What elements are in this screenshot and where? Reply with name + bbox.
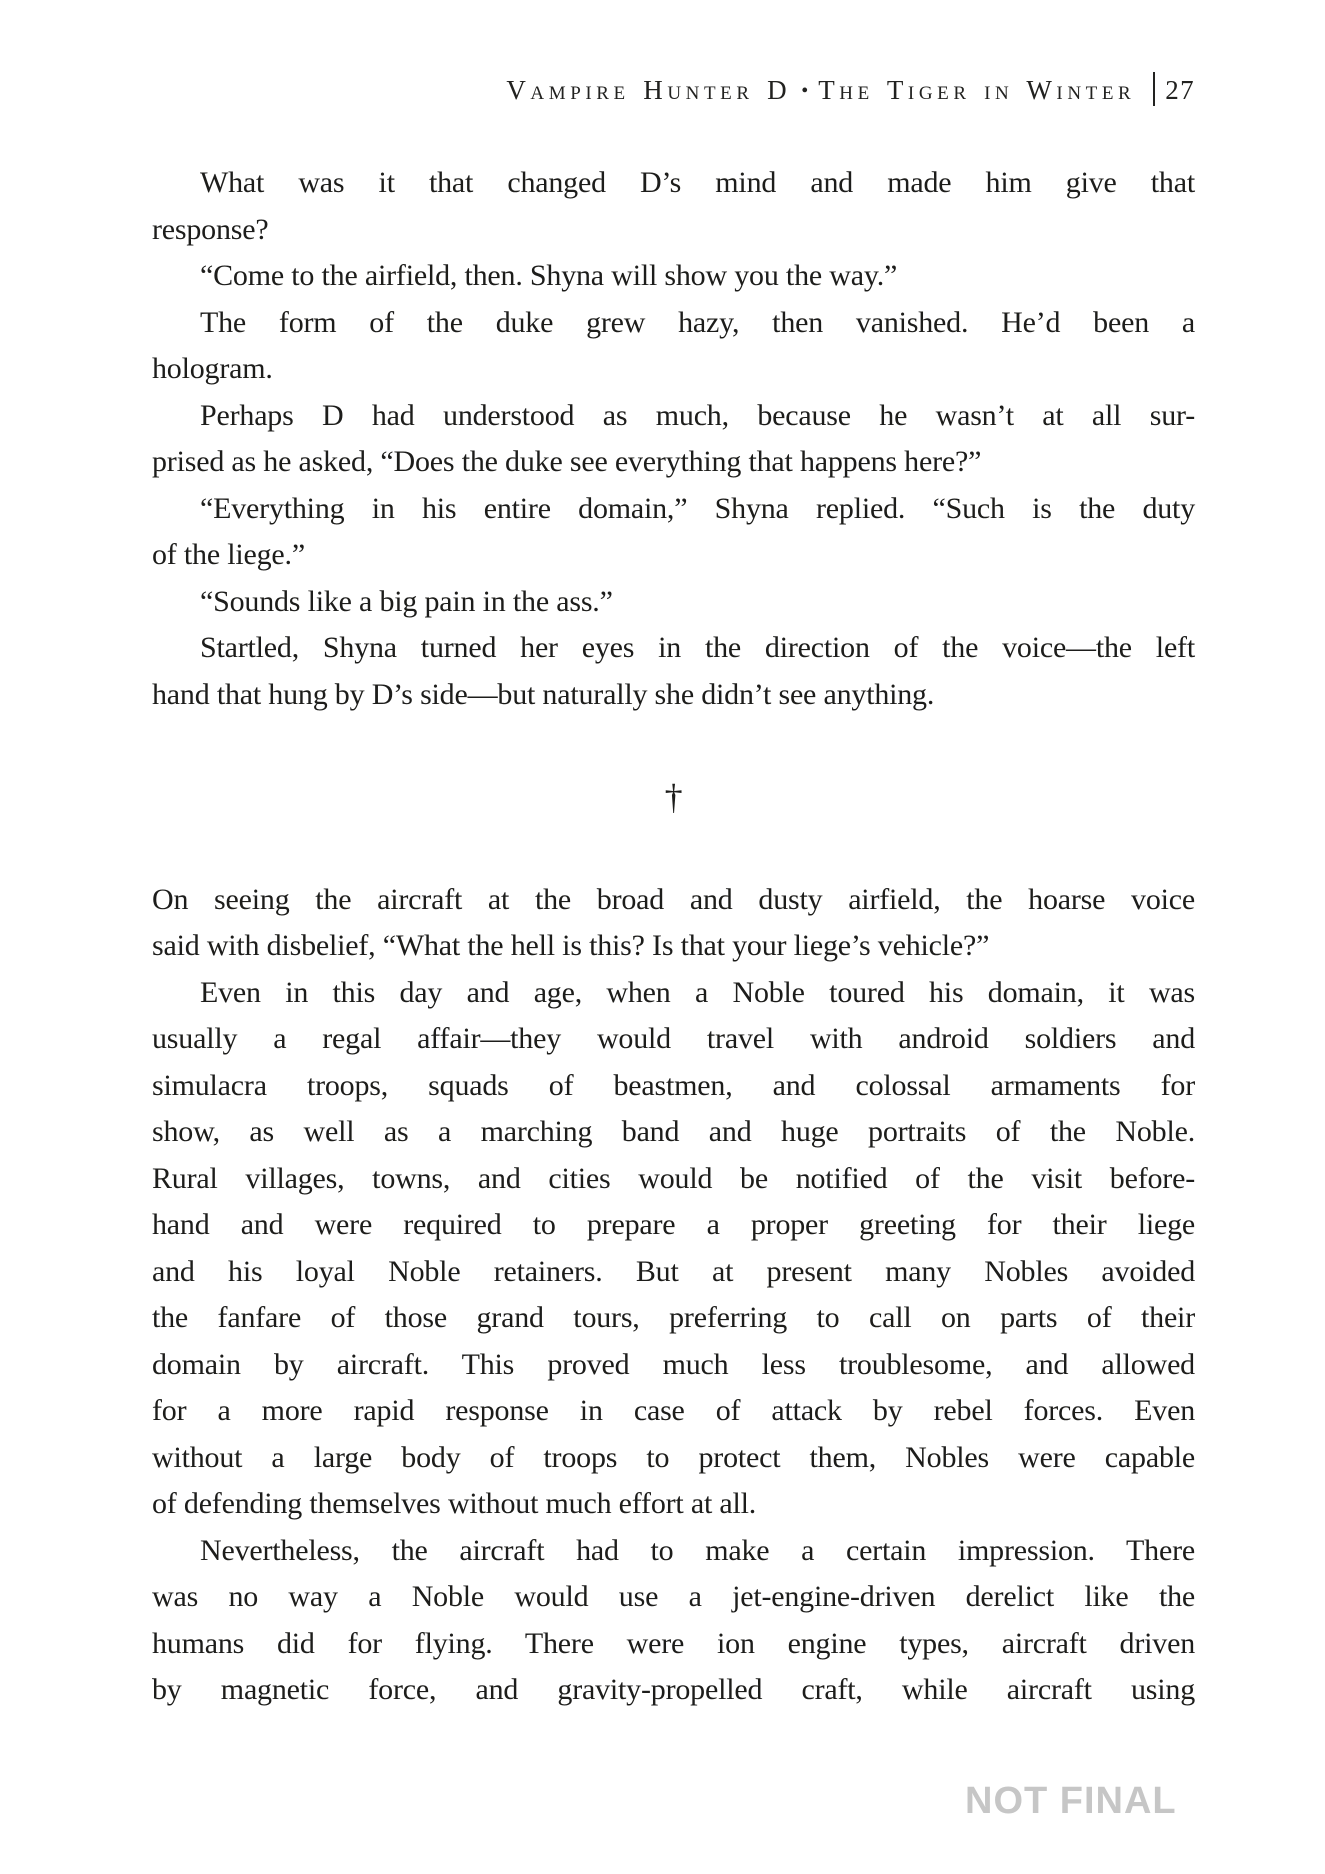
text-line: usually a regal affair—they would travel with android soldiers and [152,1022,1195,1055]
text-line: On seeing the aircraft at the broad and dusty airfield, the hoarse voice [152,882,1195,916]
text-line: simulacra troops, squads of beastmen, and colossal armaments for [152,1068,1195,1102]
text-line: domain by aircraft. This proved much less troublesome, and allowed [152,1347,1195,1381]
text-line: “Everything in his entire domain,” Shyna replied. “Such is the duty [200,491,1195,525]
separator-dot-icon: • [801,80,809,102]
text-line: of defending themselves without much effort at all. [152,1487,757,1520]
text-line: for a more rapid response in case of attack by rebel forces. Even [152,1394,1195,1427]
text-line: “Sounds like a big pain in the ass.” [200,584,613,618]
text-line: without a large body of troops to protect them, Nobles were capable [152,1440,1195,1474]
book-title: Vampire Hunter D [506,75,792,105]
text-line: Even in this day and age, when a Noble toured his domain, it was [200,975,1195,1009]
text-line: Startled, Shyna turned her eyes in the direction of the voice—the left [200,631,1195,664]
page-number: 27 [1165,75,1195,105]
text-line: hand and were required to prepare a proper greeting for their liege [152,1208,1195,1241]
text-line: What was it that changed D’s mind and made him give that [200,166,1195,199]
page-body [152,160,1195,1714]
text-line: response? [152,212,269,246]
text-line: the fanfare of those grand tours, preferring to call on parts of their [152,1301,1195,1334]
chapter-title: The Tiger in Winter [818,75,1136,105]
text-line: prised as he asked, “Does the duke see everything that happens here?” [152,445,982,478]
text-line: Nevertheless, the aircraft had to make a certain impression. There [200,1533,1195,1567]
header-divider [1153,72,1155,106]
section-break-dagger: † [664,777,683,817]
text-line: said with disbelief, “What the hell is this? Is that your liege’s vehicle?” [152,929,990,962]
text-line: and his loyal Noble retainers. But at present many Nobles avoided [152,1254,1195,1288]
text-line: hand that hung by D’s side—but naturally she didn’t see anything. [152,677,935,711]
text-line: Rural villages, towns, and cities would be notified of the visit before- [152,1161,1195,1195]
text-line: humans did for flying. There were ion engine types, aircraft driven [152,1626,1195,1660]
text-line: The form of the duke grew hazy, then vanished. He’d been a [200,305,1195,339]
not-final-watermark: NOT FINAL [965,1780,1177,1822]
text-line: “Come to the airfield, then. Shyna will show you the way.” [200,259,898,292]
text-line: Perhaps D had understood as much, because he wasn’t at all sur- [200,398,1195,432]
text-line: was no way a Noble would use a jet-engine-driven derelict like the [152,1580,1195,1613]
running-header [152,72,1195,106]
text-line: of the liege.” [152,538,305,571]
text-line: hologram. [152,352,273,385]
text-line: show, as well as a marching band and huge portraits of the Noble. [152,1115,1195,1148]
text-line: by magnetic force, and gravity-propelled craft, while aircraft using [152,1673,1195,1706]
